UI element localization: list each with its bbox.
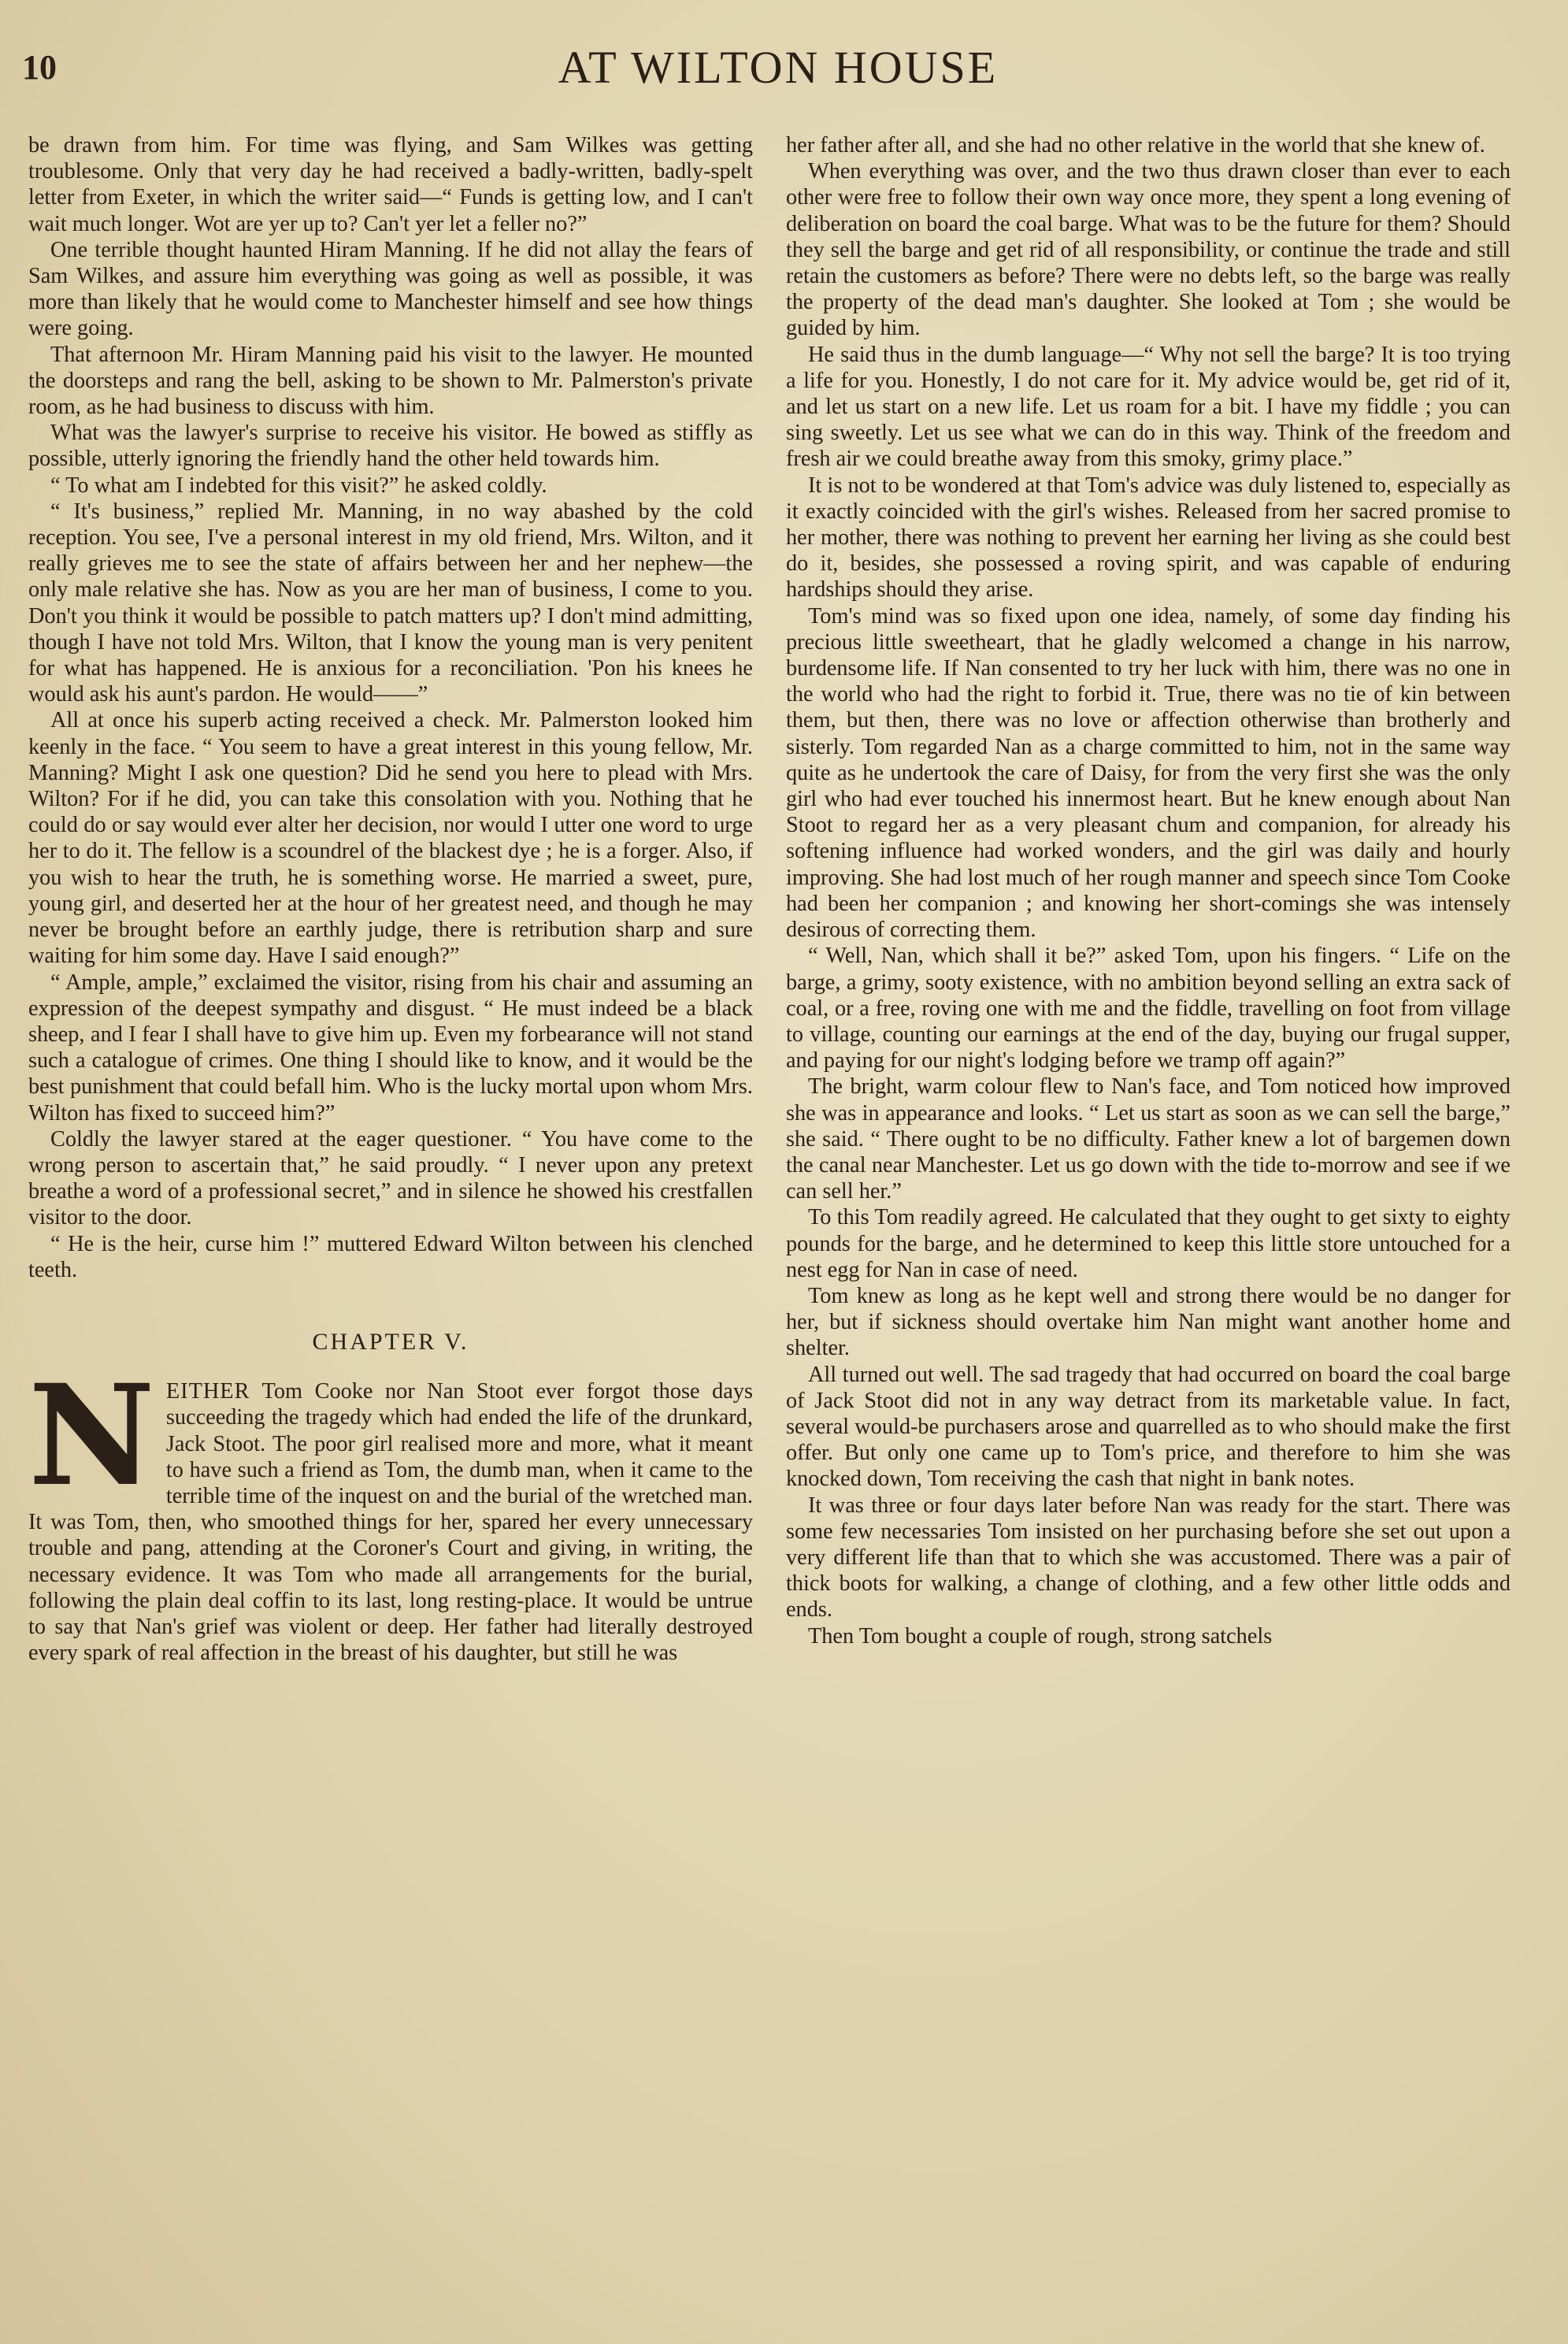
running-title: AT WILTON HOUSE [558,42,999,93]
paragraph: What was the lawyer's surprise to receive his visitor. He bowed as stiffly as possible, utterly ignoring the friendly hand the other held towards him. [28,421,753,472]
paragraph: her father after all, and she had no other relative in the world that she knew of. [786,133,1485,158]
chapter-opening-paragraph [28,1354,753,1666]
paragraph: The bright, warm colour flew to Nan's face, and Tom noticed how improved she was in appearance and looks. “ Let us start as soon as we can sell the barge,” she said. “ There ought to be no difficulty. Father knew a lot of bargemen down the canal near Manchester. Let us go down with the tide to-morrow and see if we can sell her.” [786,1074,1511,1204]
paragraph: Tom's mind was so fixed upon one idea, namely, of some day finding his precious little sweetheart, that he gladly welcomed a change in his narrow, burdensome life. If Nan consented to try her luck with him, there was no one in the world who had the right to forbid it. True, there was no tie of kin between them, but then, there was no love or affection otherwise than brotherly and sisterly. Tom regarded Nan as a charge committed to him, not in the same way quite as he undertook the care of Daisy, for from the very first she was the only girl who had ever touched his innermost heart. But he knew enough about Nan Stoot to regard her as a very pleasant chum and companion, for already his softening influence had worked wonders, and the girl was daily and hourly improving. She had lost much of her rough manner and speech since Tom Cooke had been her companion ; and knowing her short-comings she was intensely desirous of correcting them. [786,603,1511,943]
paragraph: One terrible thought haunted Hiram Manning. If he did not allay the fears of Sam Wilkes, and assure him everything was going as well as possible, it was more than likely that he would come to Manchester himself and see how things were going. [28,237,753,341]
opening-text: Tom Cooke nor Nan Stoot ever forgot those days succeeding the tragedy which had ended the life of the drunkard, Jack Stoot. The poor girl realised more and more, what it meant to have such a friend as Tom, the dumb man, when it came to the terrible time of the inquest on and the burial of the wretched man. It was Tom, then, who smoothed things for her, spared her every unnecessary trouble and pang, attending at the Coroner's Court and giving, in writing, the necessary evidence. It was Tom who made all arrangements for the burial, following the plain deal coffin to its last, long resting-place. It would be untrue to say that Nan's grief was violent or deep. Her father had literally destroyed every spark of real affection in the breast of his daughter, but still he was [28,1379,753,1666]
chapter-heading: CHAPTER V. [312,1328,469,1355]
paragraph: Coldly the lawyer stared at the eager questioner. “ You have come to the wrong person to ascertain that,” he said proudly. “ I never upon any pretext breathe a word of a professional secret,” and in silence he showed his crestfallen visitor to the door. [28,1126,753,1230]
page-header [22,41,1534,104]
paragraph: Tom knew as long as he kept well and strong there would be no danger for her, but if sickness should overtake him Nan might want another home and shelter. [786,1283,1511,1361]
paragraph: It is not to be wondered at that Tom's advice was duly listened to, especially as it exactly coincided with the girl's wishes. Released from her sacred promise to her mother, there was nothing to prevent her earning her living as she could best do it, besides, she possessed a roving spirit, and was capable of enduring hardships should they arise. [786,473,1511,603]
paragraph: be drawn from him. For time was flying, and Sam Wilkes was getting troublesome. Only that very day he had received a badly-written, badly-spelt letter from Exeter, in which the writer said—“ Funds is getting low, and I can't wait much longer. Wot are yer up to? Can't yer let a feller no?” [28,133,753,236]
paragraph: That afternoon Mr. Hiram Manning paid his visit to the lawyer. He mounted the doorsteps and rang the bell, asking to be shown to Mr. Palmerston's private room, as he had business to discuss with him. [28,342,753,420]
paragraph: All turned out well. The sad tragedy that had occurred on board the coal barge of Jack Stoot did not in any way detract from its marketable value. In fact, several would-be purchasers arose and quarrelled as to who should make the first offer. But only one came up to Tom's price, and therefore to him she was knocked down, Tom receiving the cash that night in bank notes. [786,1362,1511,1492]
paragraph: “ Well, Nan, which shall it be?” asked Tom, upon his fingers. “ Life on the barge, a grimy, sooty existence, with no ambition beyond selling an extra sack of coal, or a free, roving one with me and the fiddle, travelling on foot from village to village, counting our earnings at the end of the day, buying our frugal supper, and paying for our night's lodging before we tramp off again?” [786,944,1511,1074]
paragraph: To this Tom readily agreed. He calculated that they ought to get sixty to eighty pounds for the barge, and he determined to keep this little store untouched for a nest egg for Nan in case of need. [786,1205,1511,1282]
paragraph: “ It's business,” replied Mr. Manning, in no way abashed by the cold reception. You see, I've a personal interest in my old friend, Mrs. Wilton, and it really grieves me to see the state of affairs between her and her nephew—the only male relative she has. Now as you are her man of business, I come to you. Don't you think it would be possible to patch matters up? I don't mind admitting, though I have not told Mrs. Wilton, that I know the young man is very penitent for what has happened. He is anxious for a reconciliation. 'Pon his knees he would ask his aunt's pardon. He would——” [28,499,753,707]
opening-caps: EITHER [165,1379,250,1404]
left-column [28,132,753,1666]
paragraph: Then Tom bought a couple of rough, strong satchels [808,1623,1273,1649]
paragraph: He said thus in the dumb language—“ Why not sell the barge? It is too trying a life for you. Honestly, I do not care for it. My advice would be, get rid of it, and let us start on a new life. Let us roam for a bit. I have my fiddle ; you can sing sweetly. Let us see what we can do in this way. Think of the freedom and fresh air we could breathe away from this smoky, grimy place.” [786,342,1511,472]
drop-cap: N [28,1354,155,1518]
paragraph: It was three or four days later before Nan was ready for the start. There was some few necessaries Tom insisted on her purchasing before she set out upon a very different life than that to which she was accustomed. There was a pair of thick boots for walking, a change of clothing, and a few other little odds and ends. [786,1493,1511,1623]
paragraph: “ To what am I indebted for this visit?” he asked coldly. [50,473,547,498]
paragraph: “ He is the heir, curse him !” muttered Edward Wilton between his clenched teeth. [28,1231,753,1282]
paragraph: When everything was over, and the two thus drawn closer than ever to each other were free to follow their own way once more, they spent a long evening of deliberation on board the coal barge. What was to be the future for them? Should they sell the barge and get rid of all responsibility, or continue the trade and still retain the customers as before? There were no debts left, so the barge was really the property of the dead man's daughter. She looked at Tom ; she would be guided by him. [786,159,1511,341]
right-column [786,132,1511,1649]
paragraph: All at once his superb acting received a check. Mr. Palmerston looked him keenly in the face. “ You seem to have a great interest in this young fellow, Mr. Manning? Might I ask one question? Did he send you here to plead with Mrs. Wilton? For if he did, you can take this consolation with you. Nothing that he could do or say would ever alter her decision, nor would I utter one word to urge her to do it. The fellow is a scoundrel of the blackest dye ; he is a forger. Also, if you wish to hear the truth, he is something worse. He married a sweet, pure, young girl, and deserted her at the hour of her greatest need, and though he may never be brought before an earthly judge, there is retribution sharp and sure waiting for him some day. Have I said enough?” [28,708,753,969]
page-number: 10 [22,48,57,87]
paragraph: “ Ample, ample,” exclaimed the visitor, rising from his chair and assuming an expression of the deepest sympathy and disgust. “ He must indeed be a black sheep, and I fear I shall have to give him up. Even my forbearance will not stand such a catalogue of crimes. One thing I should like to know, and it would be the best punishment that could befall him. Who is the lucky mortal upon whom Mrs. Wilton has fixed to succeed him?” [28,970,753,1126]
